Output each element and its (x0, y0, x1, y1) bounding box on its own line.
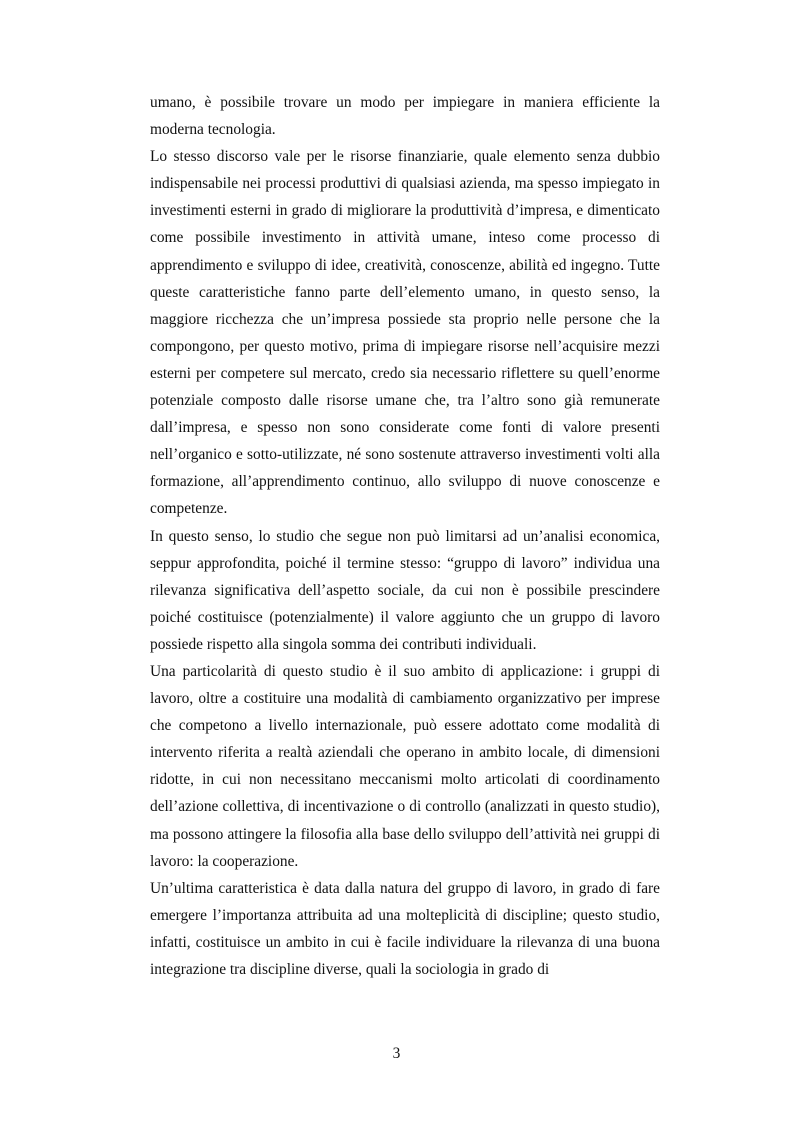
paragraph-3: In questo senso, lo studio che segue non può limitarsi ad un’analisi economica, seppur approfondita, poiché il termine stesso: “gruppo di lavoro” individua una rilevanza significativa dell’aspetto sociale, da cui non è possibile prescindere poiché costituisce (potenzialmente) il valore aggiunto che un gruppo di lavoro possiede rispetto alla singola somma dei contributi individuali. (150, 527, 660, 653)
page-body (150, 89, 660, 983)
paragraph-5: Un’ultima caratteristica è data dalla natura del gruppo di lavoro, in grado di fare emergere l’importanza attribuita ad una molteplicità di discipline; questo studio, infatti, costituisce un ambito in cui è facile individuare la rilevanza di una buona integrazione tra discipline diverse, quali la sociologia in grado di (150, 879, 660, 978)
paragraph-4: Una particolarità di questo studio è il suo ambito di applicazione: i gruppi di lavoro, oltre a costituire una modalità di cambiamento organizzativo per imprese che competono a livello internazionale, può essere adottato come modalità di intervento riferita a realtà aziendali che operano in ambito locale, di dimensioni ridotte, in cui non necessitano meccanismi molto articolati di coordinamento dell’azione collettiva, di incentivazione o di controllo (analizzati in questo studio), ma possono attingere la filosofia alla base dello sviluppo dell’attività nei gruppi di lavoro: la cooperazione. (150, 662, 660, 870)
paragraph-1: umano, è possibile trovare un modo per impiegare in maniera efficiente la moderna tecnologia. (150, 94, 660, 139)
page-number: 3 (392, 1045, 401, 1062)
paragraph-2: Lo stesso discorso vale per le risorse finanziarie, quale elemento senza dubbio indispensabile nei processi produttivi di qualsiasi azienda, ma spesso impiegato in investimenti esterni in grado di migliorare la produttività d’impresa, e dimenticato come possibile investimento in attività umane, inteso come processo di apprendimento e sviluppo di idee, creatività, conoscenze, abilità ed ingegno. Tutte queste caratteristiche fanno parte dell’elemento umano, in questo senso, la maggiore ricchezza che un’impresa possiede sta proprio nelle persone che la compongono, per questo motivo, prima di impiegare risorse nell’acquisire mezzi esterni per competere sul mercato, credo sia necessario riflettere su quell’enorme potenziale composto dalle risorse umane che, tra l’altro sono già remunerate dall’impresa, e spesso non sono considerate come fonti di valore presenti nell’organico e sotto-utilizzate, né sono sostenute attraverso investimenti volti alla formazione, all’apprendimento continuo, allo sviluppo di nuove conoscenze e competenze. (150, 148, 660, 518)
